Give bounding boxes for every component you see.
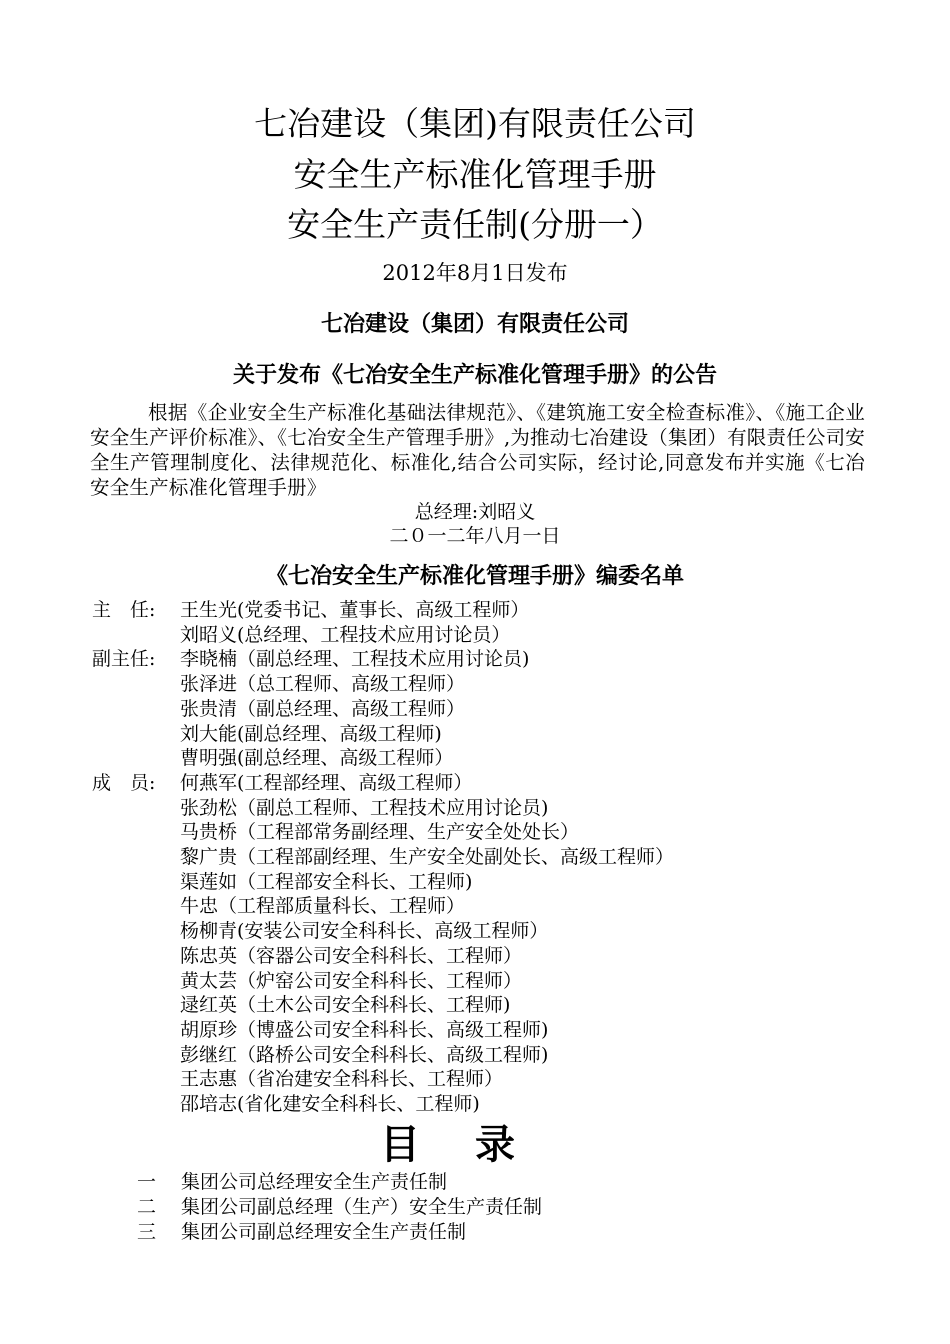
committee-heading: 《七冶安全生产标准化管理手册》编委名单 <box>265 563 684 589</box>
title-line-2: 安全生产标准化管理手册 <box>293 155 657 194</box>
committee-row <box>92 1067 503 1092</box>
contents-item-number: 二 <box>137 1196 157 1218</box>
committee-row <box>92 647 529 672</box>
committee-member: 刘大能(副总经理、高级工程师) <box>180 722 442 745</box>
committee-row <box>92 944 522 969</box>
notice-body: 根据《企业安全生产标准化基础法律规范》、《建筑施工安全检查标准》、《施工企业安全生产评价标准》、《七冶安全生产管理手册》,为推动七冶建设（集团）有限责任公司安全生产管理制度化、法律规范化、标准化,结合公司实际，经讨论,同意发布并实施《七冶安全生产标准化管理手册》 <box>90 401 865 499</box>
committee-row <box>92 894 465 919</box>
committee-role: 主 任: <box>92 599 156 621</box>
contents-item <box>137 1220 466 1245</box>
contents-item <box>137 1195 542 1220</box>
notice-signer: 总经理:刘昭义 <box>414 501 536 523</box>
committee-row <box>92 672 465 697</box>
committee-member: 王生光(党委书记、董事长、高级工程师） <box>180 599 530 621</box>
committee-row <box>92 919 548 944</box>
committee-row <box>92 969 522 994</box>
notice-date: 二０一二年八月一日 <box>389 525 561 547</box>
contents-item <box>137 1170 447 1195</box>
title-line-1: 七冶建设（集团)有限责任公司 <box>254 104 696 143</box>
committee-row <box>92 1018 548 1043</box>
committee-row <box>92 845 674 870</box>
committee-member: 逯红英（土木公司安全科科长、工程师) <box>180 994 511 1017</box>
committee-member: 渠莲如（工程部安全科长、工程师) <box>180 870 473 893</box>
contents-item-number: 三 <box>137 1221 157 1243</box>
committee-member: 王志惠（省冶建安全科科长、工程师） <box>180 1068 504 1091</box>
committee-member: 牛忠（工程部质量科长、工程师） <box>180 895 466 918</box>
notice-company: 七冶建设（集团）有限责任公司 <box>320 311 629 337</box>
committee-member: 张泽进（总工程师、高级工程师） <box>180 673 466 696</box>
committee-row <box>92 771 472 796</box>
committee-member: 黄太芸（炉窑公司安全科科长、工程师） <box>180 969 523 992</box>
committee-member: 杨柳青(安装公司安全科科长、高级工程师） <box>180 920 549 943</box>
committee-member: 马贵桥（工程部常务副经理、生产安全处处长） <box>180 821 580 844</box>
committee-row <box>92 722 442 747</box>
title-line-3: 安全生产责任制(分册一） <box>287 205 663 244</box>
committee-member: 张贵清（副总经理、高级工程师） <box>180 697 466 720</box>
committee-member: 张劲松（副总工程师、工程技术应用讨论员) <box>180 796 549 819</box>
contents-item-title: 集团公司副总经理安全生产责任制 <box>181 1221 467 1243</box>
committee-member: 胡原珍（博盛公司安全科科长、高级工程师) <box>180 1018 549 1041</box>
committee-member: 李晓楠（副总经理、工程技术应用讨论员) <box>180 648 530 671</box>
committee-row <box>92 1043 548 1068</box>
committee-member: 陈忠英（容器公司安全科科长、工程师） <box>180 944 523 967</box>
committee-member: 刘昭义(总经理、工程技术应用讨论员） <box>180 623 511 646</box>
committee-row <box>92 1092 480 1117</box>
committee-member: 黎广贵（工程部副经理、生产安全处副处长、高级工程师） <box>180 846 675 868</box>
committee-member: 何燕军(工程部经理、高级工程师） <box>180 771 473 794</box>
contents-heading: 目录 <box>380 1121 570 1168</box>
committee-row <box>92 993 510 1018</box>
contents-item-title: 集团公司副总经理（生产）安全生产责任制 <box>181 1196 543 1218</box>
contents-item-title: 集团公司总经理安全生产责任制 <box>181 1171 448 1193</box>
committee-role: 副主任: <box>92 648 156 671</box>
committee-role: 成 员: <box>92 771 156 794</box>
notice-heading: 关于发布《七冶安全生产标准化管理手册》的公告 <box>232 362 717 388</box>
committee-row <box>92 746 453 771</box>
committee-row <box>92 623 510 648</box>
issue-date: 2012年8月1日发布 <box>382 261 568 285</box>
committee-row <box>92 820 579 845</box>
committee-member: 曹明强(副总经理、高级工程师） <box>180 747 454 770</box>
committee-member: 邵培志(省化建安全科科长、工程师) <box>180 1093 480 1115</box>
contents-item-number: 一 <box>137 1171 157 1193</box>
committee-row <box>92 796 548 821</box>
committee-row <box>92 697 465 722</box>
committee-row <box>92 598 529 623</box>
committee-member: 彭继红（路桥公司安全科科长、高级工程师) <box>180 1043 549 1066</box>
committee-row <box>92 870 472 895</box>
